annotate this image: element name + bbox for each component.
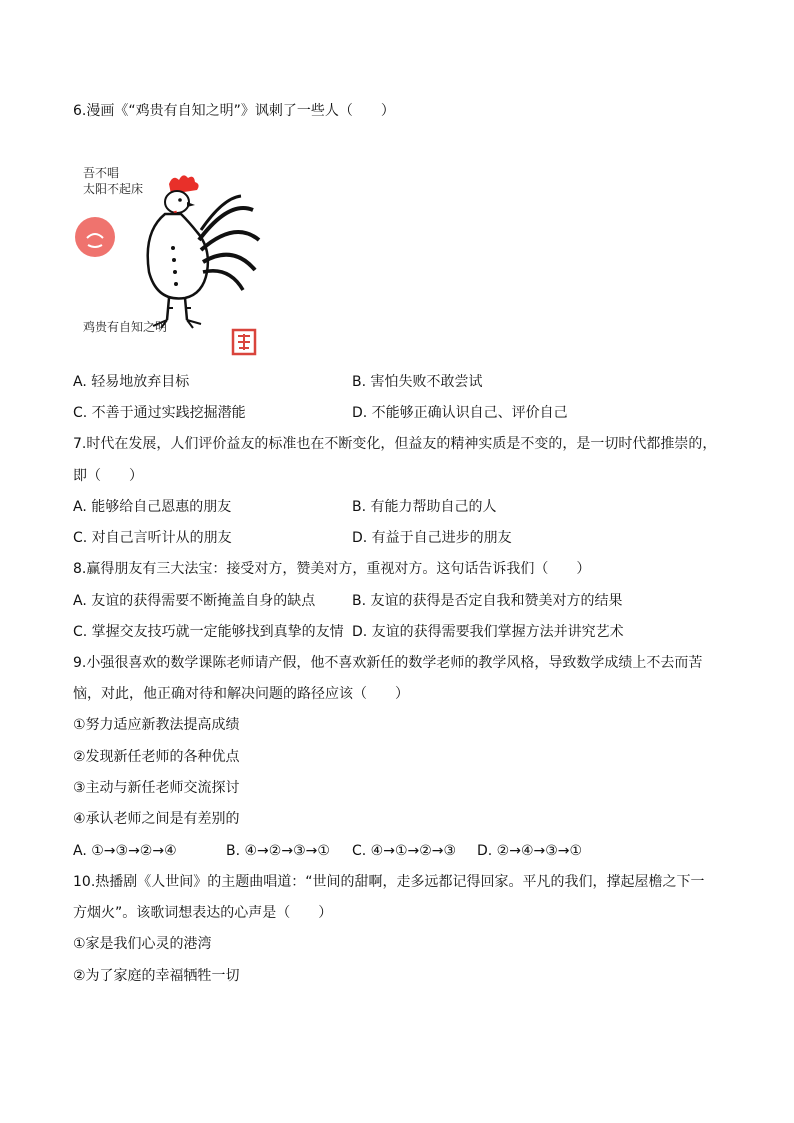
q10-item-1: ①家是我们心灵的港湾	[73, 936, 212, 952]
q7-option-c[interactable]: C. 对自己言听计从的朋友	[73, 530, 232, 546]
q9-stem-line-2: 恼，对此，他正确对待和解决问题的路径应该（ ）	[73, 686, 409, 702]
q7-stem-line-1: 7.时代在发展，人们评价益友的标准也在不断变化，但益友的精神实质是不变的，是一切时代都推崇的，	[73, 436, 717, 452]
q10-stem-line-1: 10.热播剧《人世间》的主题曲唱道：“世间的甜啊，走多远都记得回家。平凡的我们，撑起屋檐之下一	[73, 874, 705, 890]
q7-option-b[interactable]: B. 有能力帮助自己的人	[352, 499, 497, 515]
q7-stem-line-2: 即（ ）	[73, 468, 143, 484]
q6-option-c[interactable]: C. 不善于通过实践挖掘潜能	[73, 405, 246, 421]
q8-option-c[interactable]: C. 掌握交友技巧就一定能够找到真挚的友情	[73, 624, 344, 640]
cartoon-caption: 鸡贵有自知之明	[83, 320, 168, 334]
q8-option-b[interactable]: B. 友谊的获得是否定自我和赞美对方的结果	[352, 593, 623, 609]
q9-option-a[interactable]: A. ①→③→②→④	[73, 843, 177, 859]
q6-option-b[interactable]: B. 害怕失败不敢尝试	[352, 374, 483, 390]
q7-option-d[interactable]: D. 有益于自己进步的朋友	[352, 530, 512, 546]
q10-stem-line-2: 方烟火”。该歌词想表达的心声是（ ）	[73, 905, 333, 921]
q9-option-d[interactable]: D. ②→④→③→①	[477, 843, 583, 859]
q7-option-a[interactable]: A. 能够给自己恩惠的朋友	[73, 499, 232, 515]
q6-stem: 6.漫画《“鸡贵有自知之明”》讽刺了一些人（ ）	[73, 103, 395, 119]
speech-line-2: 太阳不起床	[83, 182, 144, 196]
rooster-cartoon	[73, 150, 273, 360]
q9-option-c[interactable]: C. ④→①→②→③	[352, 843, 457, 859]
red-sun-icon	[75, 217, 115, 257]
q9-option-b[interactable]: B. ④→②→③→①	[226, 843, 330, 859]
q6-option-d[interactable]: D. 不能够正确认识自己、评价自己	[352, 405, 568, 421]
q10-item-2: ②为了家庭的幸福牺牲一切	[73, 968, 240, 984]
q9-item-1: ①努力适应新教法提高成绩	[73, 717, 240, 733]
q9-stem-line-1: 9.小强很喜欢的数学课陈老师请产假，他不喜欢新任的数学老师的教学风格，导致数学成绩上不去而苦	[73, 655, 703, 671]
q8-stem: 8.赢得朋友有三大法宝：接受对方，赞美对方，重视对方。这句话告诉我们（ ）	[73, 561, 591, 577]
q9-item-4: ④承认老师之间是有差别的	[73, 811, 240, 827]
q9-item-3: ③主动与新任老师交流探讨	[73, 780, 240, 796]
q8-option-a[interactable]: A. 友谊的获得需要不断掩盖自身的缺点	[73, 593, 316, 609]
q8-option-d[interactable]: D. 友谊的获得需要我们掌握方法并讲究艺术	[352, 624, 624, 640]
red-seal-icon	[233, 330, 255, 354]
speech-line-1: 吾不唱	[83, 166, 120, 180]
q6-option-a[interactable]: A. 轻易地放弃目标	[73, 374, 190, 390]
q9-item-2: ②发现新任老师的各种优点	[73, 749, 240, 765]
